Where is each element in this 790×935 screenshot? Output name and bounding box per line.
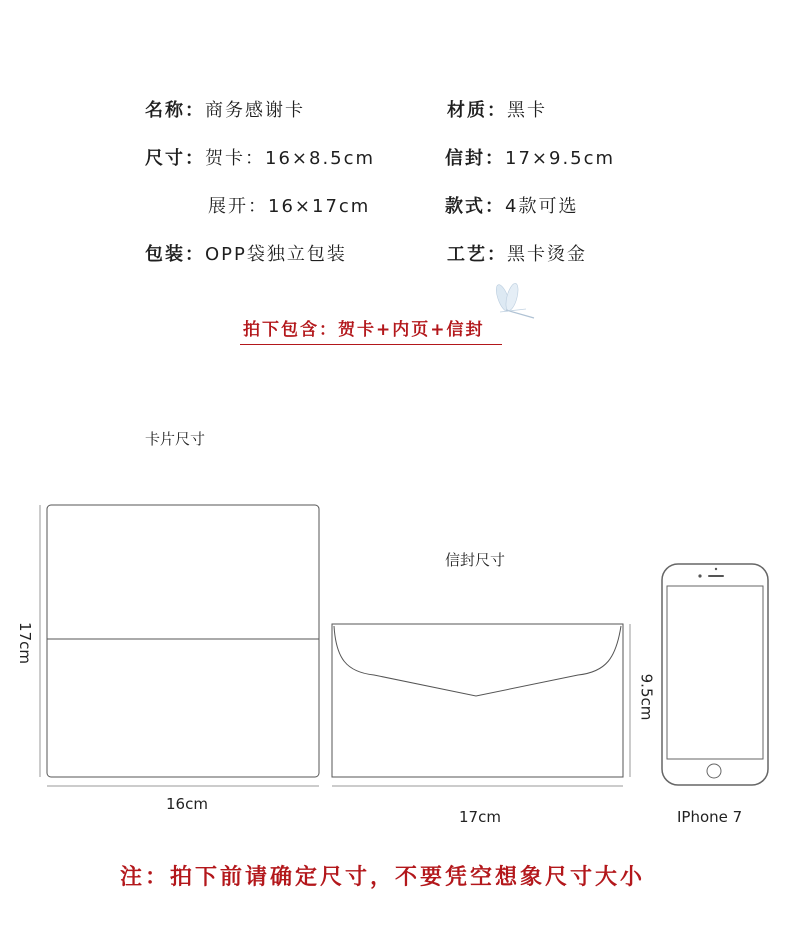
- card-height-label: 17cm: [15, 622, 34, 664]
- spec-name-value: 商务感谢卡: [205, 100, 305, 121]
- spec-style-value: 4款可选: [505, 196, 579, 217]
- spec-style-key: 款式：: [445, 196, 505, 217]
- spec-package-value: OPP袋独立包装: [205, 244, 347, 265]
- spec-package-key: 包装：: [145, 244, 205, 265]
- spec-envelope-key: 信封：: [445, 148, 505, 169]
- envelope-width-label: 17cm: [459, 808, 501, 826]
- card-width-label: 16cm: [166, 795, 208, 813]
- spec-material-key: 材质：: [447, 100, 507, 121]
- phone-icon: [662, 564, 768, 785]
- spec-unfold-value: 展开：16×17cm: [208, 196, 371, 217]
- package-includes: 拍下包含：贺卡+内页+信封: [243, 320, 485, 340]
- spec-size-key: 尺寸：: [145, 148, 205, 169]
- card-outline: [47, 505, 319, 777]
- envelope-height-label: 9.5cm: [637, 673, 656, 721]
- spec-craft-value: 黑卡烫金: [507, 244, 587, 265]
- envelope-outline: [332, 624, 623, 777]
- spec-name-key: 名称：: [145, 100, 205, 121]
- envelope-size-title: 信封尺寸: [445, 551, 506, 569]
- spec-size-value: 贺卡：16×8.5cm: [205, 148, 376, 169]
- spec-craft-key: 工艺：: [447, 244, 507, 265]
- size-warning-note: 注：拍下前请确定尺寸，不要凭空想象尺寸大小: [120, 865, 646, 890]
- phone-model-label: IPhone 7: [677, 808, 743, 826]
- spec-material-value: 黑卡: [507, 100, 547, 121]
- card-size-title: 卡片尺寸: [145, 430, 206, 448]
- spec-envelope-value: 17×9.5cm: [505, 148, 616, 169]
